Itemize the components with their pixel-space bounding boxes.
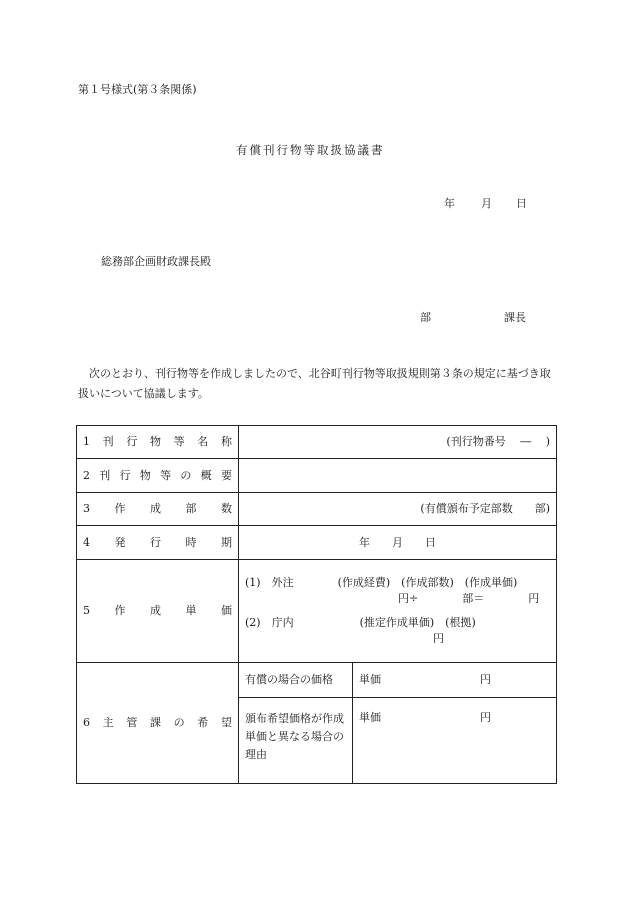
row-label-char: 作 xyxy=(114,502,126,515)
row-label-char: 要 xyxy=(220,468,232,482)
row-label-char: 物 xyxy=(149,435,161,448)
row-label-char: 作 xyxy=(114,604,126,617)
row-label-char: 成 xyxy=(150,604,161,617)
row-number: 6 xyxy=(83,716,90,729)
row-label-char: 時 xyxy=(185,535,197,549)
row-label-char: 行 xyxy=(126,435,138,448)
row-label-char: 名 xyxy=(197,435,209,448)
sender-section: 課長 xyxy=(504,311,526,324)
sub-value: 単価 円 xyxy=(353,663,557,698)
request-paragraph: 次のとおり、刊行物等を作成しましたので、北谷町刊行物等取扱規則第３条の規定に基づき取扱いについて協議します。 xyxy=(78,367,551,400)
row-label-char: 概 xyxy=(200,468,212,482)
row-label-char: 部 xyxy=(185,502,197,515)
row-label-char: 行 xyxy=(119,468,131,482)
date-year: 年 xyxy=(444,197,455,210)
row-label xyxy=(77,663,239,784)
row-label-char: 発 xyxy=(114,535,126,549)
date-month: 月 xyxy=(481,197,492,210)
row-label-char: 行 xyxy=(150,535,161,549)
table-row xyxy=(77,459,557,493)
table-row xyxy=(77,426,557,459)
row-label-char: 数 xyxy=(221,502,232,515)
table-row xyxy=(77,526,557,560)
row-value: 年 月 日 xyxy=(239,526,557,560)
row-value: (有償頒布予定部数 部) xyxy=(239,493,557,526)
inhouse-calc: 円 xyxy=(433,632,444,645)
sub-value: 単価 円 xyxy=(353,698,557,784)
row-label-char: 課 xyxy=(149,716,161,729)
row-label-char: 称 xyxy=(220,435,232,448)
row-label-char: 成 xyxy=(150,502,161,515)
row-number: 2 xyxy=(83,468,90,482)
table-row xyxy=(77,493,557,526)
row-label xyxy=(77,560,239,663)
unit-cost-cell xyxy=(239,560,557,663)
row-label xyxy=(77,426,239,459)
row-value xyxy=(239,459,557,493)
inhouse-line: (2) 庁内 (推定作成単価) (根拠) xyxy=(245,616,476,629)
table-row xyxy=(77,663,557,698)
form-table xyxy=(76,425,557,784)
row-label-char: 価 xyxy=(221,604,232,617)
row-label-char: の xyxy=(180,468,192,482)
addressee: 総務部企画財政課長殿 xyxy=(101,255,211,268)
row-label-char: 期 xyxy=(221,535,232,549)
row-number: 4 xyxy=(83,535,90,549)
row-label-char: 等 xyxy=(173,435,185,448)
document-title: 有償刊行物等取扱協議書 xyxy=(236,143,385,157)
form-number: 第１号様式(第３条関係) xyxy=(78,83,197,96)
row-number: 1 xyxy=(83,435,90,448)
row-label-char: 刊 xyxy=(99,468,111,482)
row-label-char: 単 xyxy=(185,604,197,617)
row-label xyxy=(77,526,239,560)
sender-dept: 部 xyxy=(420,311,431,324)
row-label-char: 管 xyxy=(126,716,138,729)
sub-label: 頒布希望価格が作成単価と異なる場合の理由 xyxy=(239,698,353,784)
row-label-char: 望 xyxy=(220,716,232,729)
row-label-char: 主 xyxy=(102,716,114,729)
row-label-char: 刊 xyxy=(102,435,114,448)
row-number: 3 xyxy=(83,502,90,515)
outsourced-line: (1) 外注 (作成経費) (作成部数) (作成単価) xyxy=(245,576,518,589)
row-label-char: の xyxy=(173,716,185,729)
row-number: 5 xyxy=(83,604,90,617)
row-label xyxy=(77,493,239,526)
table-row xyxy=(77,560,557,663)
row-label xyxy=(77,459,239,493)
row-label-char: 等 xyxy=(160,468,172,482)
row-label-char: 希 xyxy=(197,716,209,729)
sub-label: 有償の場合の価格 xyxy=(239,663,353,698)
row-value: (刊行物番号 ― ) xyxy=(239,426,557,459)
outsourced-calc: 円÷ 部＝ 円 xyxy=(398,592,540,605)
date-day: 日 xyxy=(516,197,527,210)
row-label-char: 物 xyxy=(139,468,151,482)
